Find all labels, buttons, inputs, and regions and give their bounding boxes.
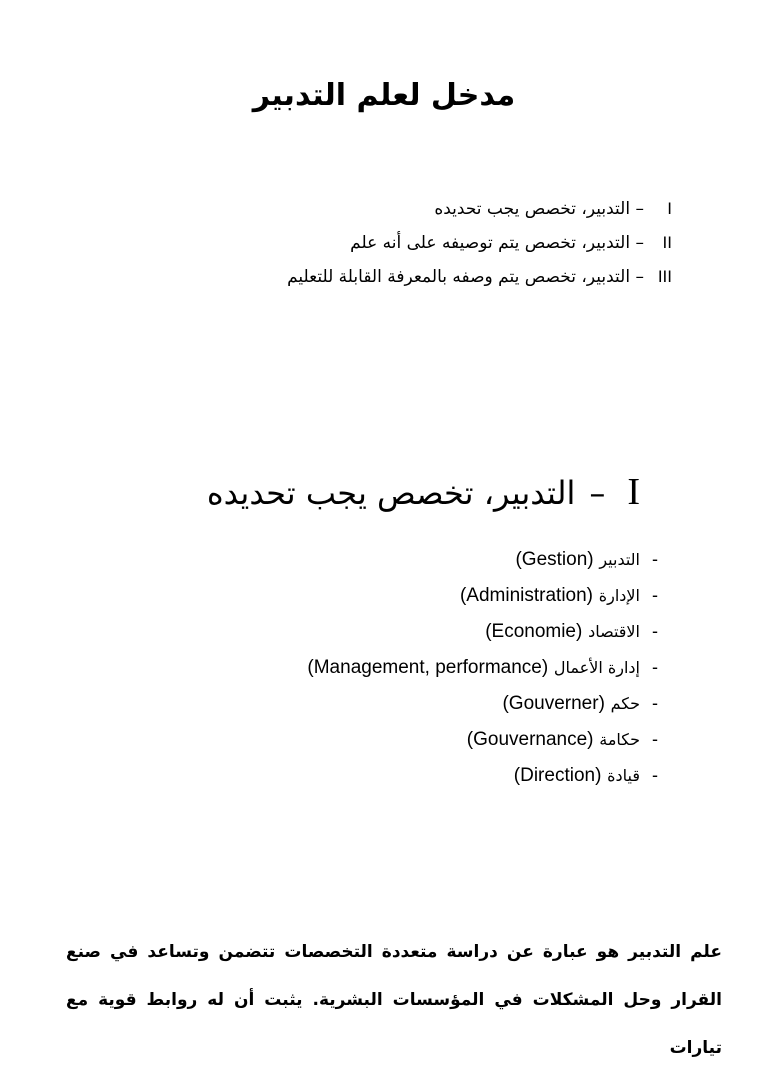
term-french: (Direction) [513,765,602,786]
toc-item-text: – التدبير، تخصص يجب تحديده [434,199,644,219]
list-item [307,685,670,721]
body-paragraph: علم التدبير هو عبارة عن دراسة متعددة التخصصات تتضمن وتساعد في صنع القرار وحل المشكلات في المؤسسات البشرية. يثبت أن له روابط قوية مع تيارات [66,942,722,1058]
toc-item [112,260,672,294]
toc-item [112,192,672,226]
terms-list [307,541,670,793]
page-title: مدخل لعلم التدبير [252,78,516,113]
term-french: (Gestion) [515,549,594,570]
toc-item-number: I [667,199,672,218]
term-french: (Gouvernance) [466,729,594,750]
list-bullet: - [652,693,658,713]
section-dash: – [589,474,606,512]
term-french: (Management, performance) [307,657,549,678]
list-bullet: - [652,765,658,785]
list-bullet: - [652,729,658,749]
term-french: (Gouverner) [502,693,605,714]
toc-item-text: – التدبير، تخصص يتم وصفه بالمعرفة القابلة للتعليم [287,267,644,287]
list-item [307,721,670,757]
section-number: I [627,471,640,513]
term-arabic: إدارة الأعمال [553,658,640,677]
section-title: التدبير، تخصص يجب تحديده [206,474,576,512]
term-arabic: حكامة [599,730,640,749]
term-french: (Economie) [485,621,583,642]
list-bullet: - [652,585,658,605]
list-item [307,541,670,577]
term-arabic: الاقتصاد [588,622,640,641]
list-bullet: - [652,621,658,641]
term-arabic: التدبير [599,550,640,569]
toc-item-text: – التدبير، تخصص يتم توصيفه على أنه علم [350,233,644,253]
list-item [307,577,670,613]
list-item [307,613,670,649]
toc-item-number: III [657,267,672,286]
toc-item-number: II [662,233,672,252]
list-bullet: - [652,657,658,677]
toc-item [112,226,672,260]
list-item [307,757,670,793]
term-arabic: الإدارة [598,586,640,605]
list-bullet: - [652,549,658,569]
term-arabic: قيادة [607,766,640,785]
table-of-contents [112,192,672,294]
section-heading [207,468,640,517]
term-french: (Administration) [459,585,594,606]
term-arabic: حكم [610,694,640,713]
list-item [307,649,670,685]
